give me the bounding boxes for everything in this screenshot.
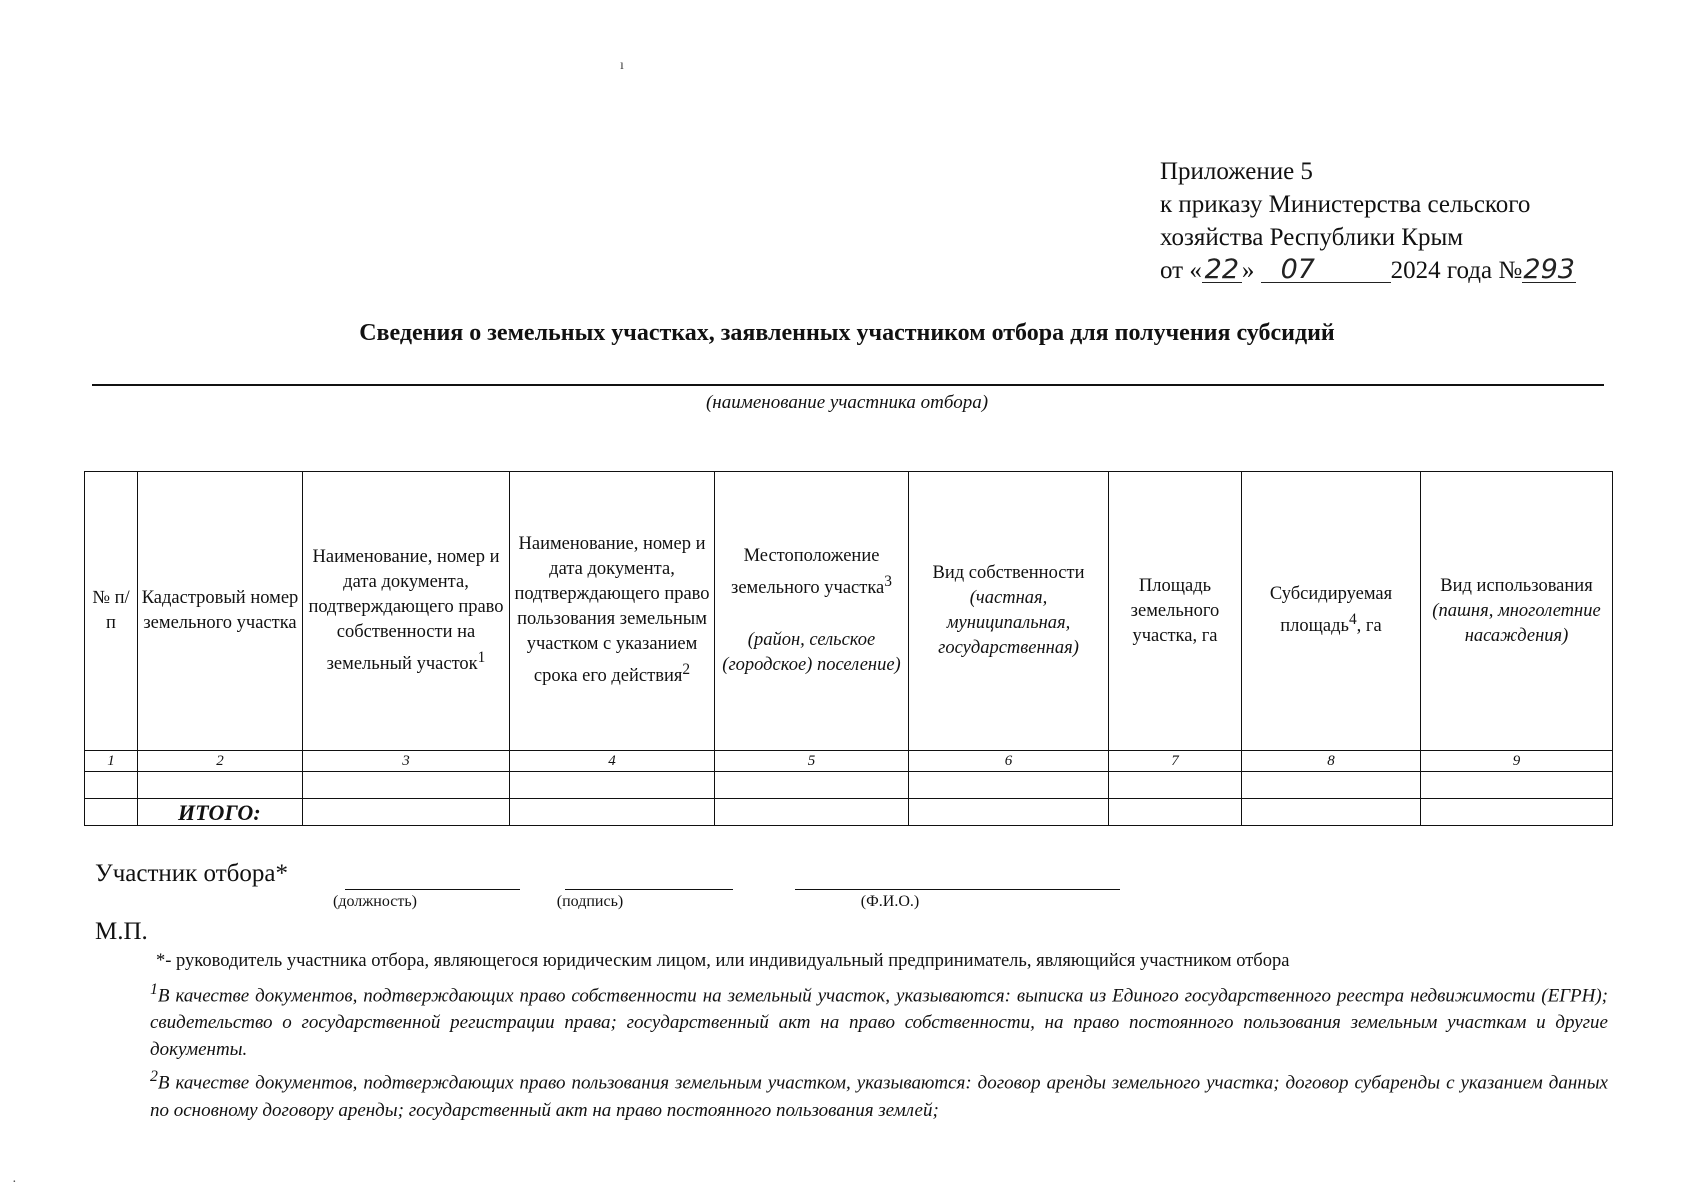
column-number: 8 bbox=[1242, 751, 1421, 772]
table-cell bbox=[909, 799, 1109, 826]
total-label: ИТОГО: bbox=[138, 799, 303, 826]
header-ownership-doc: Наименование, номер и дата документа, подтверждающего право собственности на земельный участок$^1$ bbox=[303, 472, 510, 751]
full-name-caption: (Ф.И.О.) bbox=[860, 893, 920, 910]
footnote-star: *- руководитель участника отбора, являющегося юридическим лицом, или индивидуальный предприниматель, являющийся участником отбора bbox=[156, 951, 1290, 971]
position-line bbox=[345, 889, 520, 890]
header-usage-doc: Наименование, номер и дата документа, подтверждающего право пользования земельным участком с указанием срока его действия$^2$ bbox=[510, 472, 715, 751]
handwritten-day: 22 bbox=[1202, 258, 1242, 283]
table-cell bbox=[1242, 772, 1421, 799]
position-caption: (должность) bbox=[333, 893, 417, 910]
table-cell bbox=[1109, 772, 1242, 799]
column-number-row bbox=[85, 751, 1613, 772]
appendix-number: Приложение 5 bbox=[1160, 158, 1313, 185]
appendix-ministry-line: хозяйства Республики Крым bbox=[1160, 224, 1464, 251]
column-number: 9 bbox=[1421, 751, 1613, 772]
table-cell bbox=[85, 772, 138, 799]
footnote-1-text: В качестве документов, подтверждающих право собственности на земельный участок, указываются: выписка из Единого государственного реестра недвижимости (ЕГРН); свидетельство о государственной регистрации права; государственный акт на право собственности, на право постоянного пользования земельным участкам и другие документы. bbox=[150, 985, 1608, 1061]
header-number: № п/п bbox=[85, 472, 138, 751]
document-title: Сведения о земельных участках, заявленных участником отбора для получения субсидий bbox=[359, 320, 1335, 346]
table-cell bbox=[510, 772, 715, 799]
handwritten-month: 07 bbox=[1261, 258, 1391, 283]
signature-line bbox=[565, 889, 733, 890]
footnotes-block bbox=[150, 976, 1608, 1124]
header-ownership-type: Вид собственности (частная, муниципальная, государственная) bbox=[909, 472, 1109, 751]
date-prefix: от « bbox=[1160, 257, 1202, 284]
table-cell bbox=[1421, 772, 1613, 799]
column-number: 6 bbox=[909, 751, 1109, 772]
participant-name-caption: (наименование участника отбора) bbox=[705, 392, 989, 413]
table-cell bbox=[303, 772, 510, 799]
header-cadastral: Кадастровый номер земельного участка bbox=[138, 472, 303, 751]
land-plots-table bbox=[84, 471, 1613, 826]
scan-mark: · bbox=[12, 1175, 17, 1190]
column-number: 3 bbox=[303, 751, 510, 772]
footnote-1 bbox=[150, 976, 1608, 1063]
table-cell bbox=[715, 772, 909, 799]
column-number: 7 bbox=[1109, 751, 1242, 772]
table-header-row bbox=[85, 472, 1613, 751]
date-year: 2024 года № bbox=[1390, 257, 1523, 284]
table-cell bbox=[715, 799, 909, 826]
signature-caption: (подпись) bbox=[556, 893, 624, 910]
participant-name-line bbox=[92, 384, 1604, 386]
header-subsidized-area: Субсидируемая площадь$^4$, га bbox=[1242, 472, 1421, 751]
footnote-2-text: В качестве документов, подтверждающих право пользования земельным участком, указываются: договор аренды земельного участка; договор субаренды с указанием данных по основному договору аренды; государственный акт на право постоянного пользования землей; bbox=[150, 1072, 1608, 1121]
table-cell bbox=[510, 799, 715, 826]
table-cell bbox=[1242, 799, 1421, 826]
table-row bbox=[85, 772, 1613, 799]
table-cell bbox=[909, 772, 1109, 799]
table-cell bbox=[138, 772, 303, 799]
scan-mark: ı bbox=[620, 58, 624, 73]
table-cell bbox=[303, 799, 510, 826]
footnote-2-mark: 2 bbox=[150, 1068, 158, 1086]
table-cell bbox=[1109, 799, 1242, 826]
footnote-1-mark: 1 bbox=[150, 981, 158, 998]
header-usage-type: Вид использования (пашня, многолетние насаждения) bbox=[1421, 472, 1613, 751]
handwritten-number: 293 bbox=[1523, 254, 1575, 285]
column-number: 2 bbox=[138, 751, 303, 772]
total-row bbox=[85, 799, 1613, 826]
full-name-line bbox=[795, 889, 1120, 890]
header-area: Площадь земельного участка, га bbox=[1109, 472, 1242, 751]
column-number: 5 bbox=[715, 751, 909, 772]
appendix-block bbox=[1160, 155, 1630, 287]
stamp-place-label: М.П. bbox=[95, 918, 148, 945]
column-number: 4 bbox=[510, 751, 715, 772]
appendix-order-line: к приказу Министерства сельского bbox=[1160, 191, 1531, 218]
appendix-date-line bbox=[1160, 254, 1630, 287]
participant-signature-label: Участник отбора* bbox=[95, 860, 288, 887]
header-location: Местоположение земельного участка$^3$ (район, сельское (городское) поселение) bbox=[715, 472, 909, 751]
column-number: 1 bbox=[85, 751, 138, 772]
table-cell bbox=[85, 799, 138, 826]
footnote-2 bbox=[150, 1063, 1608, 1123]
table-cell bbox=[1421, 799, 1613, 826]
date-mid: » bbox=[1241, 257, 1255, 284]
